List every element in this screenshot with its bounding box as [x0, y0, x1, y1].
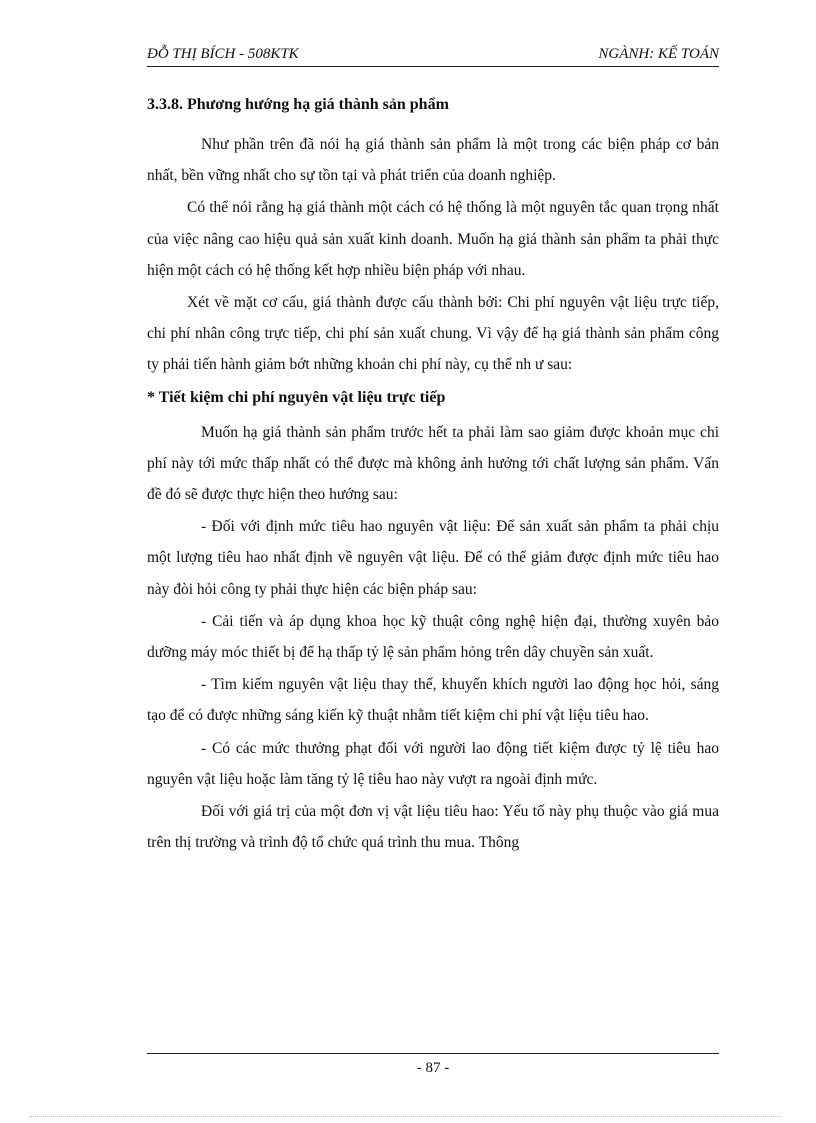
paragraph: - Đối với định mức tiêu hao nguyên vật liệu: Để sản xuất sản phẩm ta phải chịu một lượng tiêu hao nhất định về nguyên vật liệu. Để có thể giảm được định mức tiêu hao này đòi hỏi công ty phải thực hiện các biện pháp sau:: [147, 518, 719, 598]
paragraph: - Có các mức thưởng phạt đối với người lao động tiết kiệm được tỷ lệ tiêu hao nguyên vật liệu hoặc làm tăng tỷ lệ tiêu hao này vượt ra ngoài định mức.: [147, 739, 719, 788]
paragraph: Như phần trên đã nói hạ giá thành sản phẩm là một trong các biện pháp cơ bản nhất, bền vững nhất cho sự tồn tại và phát triển của doanh nghiệp.: [147, 136, 719, 185]
paragraph: - Cải tiến và áp dụng khoa học kỹ thuật công nghệ hiện đại, thường xuyên bảo dưỡng máy móc thiết bị để hạ thấp tỷ lệ sản phẩm hỏng trên dây chuyền sản xuất.: [147, 612, 719, 662]
section-heading: 3.3.8. Phương hướng hạ giá thành sản phẩm: [147, 96, 449, 113]
page-footer: [147, 1053, 719, 1077]
page-bottom-divider: [30, 1116, 780, 1117]
paragraph: Muốn hạ giá thành sản phẩm trước hết ta phải làm sao giảm được khoản mục chi phí này tới mức thấp nhất có thể được mà không ảnh hưởng tới chất lượng sản phẩm. Vấn đề đó sẽ được thực hiện theo hướng sau:: [147, 423, 719, 504]
paragraph: - Tìm kiếm nguyên vật liệu thay thế, khuyến khích người lao động học hỏi, sáng tạo để có được những sáng kiến kỹ thuật nhằm tiết kiệm chi phí vật liệu tiêu hao.: [147, 676, 719, 725]
paragraph: Có thể nói rằng hạ giá thành một cách có hệ thống là một nguyên tắc quan trọng nhất của việc nâng cao hiệu quả sản xuất kinh doanh. Muốn hạ giá thành sản phẩm ta phải thực hiện một cách có hệ thống kết hợp nhiều biện pháp với nhau.: [147, 199, 719, 279]
page-header: [147, 44, 719, 67]
page-content: [147, 93, 719, 859]
subsection-heading: * Tiết kiệm chi phí nguyên vật liệu trực tiếp: [147, 388, 446, 406]
header-author: ĐỖ THỊ BÍCH - 508KTK: [147, 46, 299, 62]
paragraph: Đối với giá trị của một đơn vị vật liệu tiêu hao: Yếu tố này phụ thuộc vào giá mua trên thị trường và trình độ tổ chức quá trình thu mua. Thông: [147, 803, 719, 852]
page-number: - 87 -: [416, 1060, 450, 1076]
paragraph: Xét về mặt cơ cấu, giá thành được cấu thành bởi: Chi phí nguyên vật liệu trực tiếp, chi phí nhân công trực tiếp, chi phí sản xuất chung. Vì vậy để hạ giá thành sản phẩm công ty phải tiến hành giảm bớt những khoản chi phí này, cụ thể nh ư sau:: [147, 294, 719, 374]
header-department: NGÀNH: KẾ TOÁN: [598, 46, 719, 62]
